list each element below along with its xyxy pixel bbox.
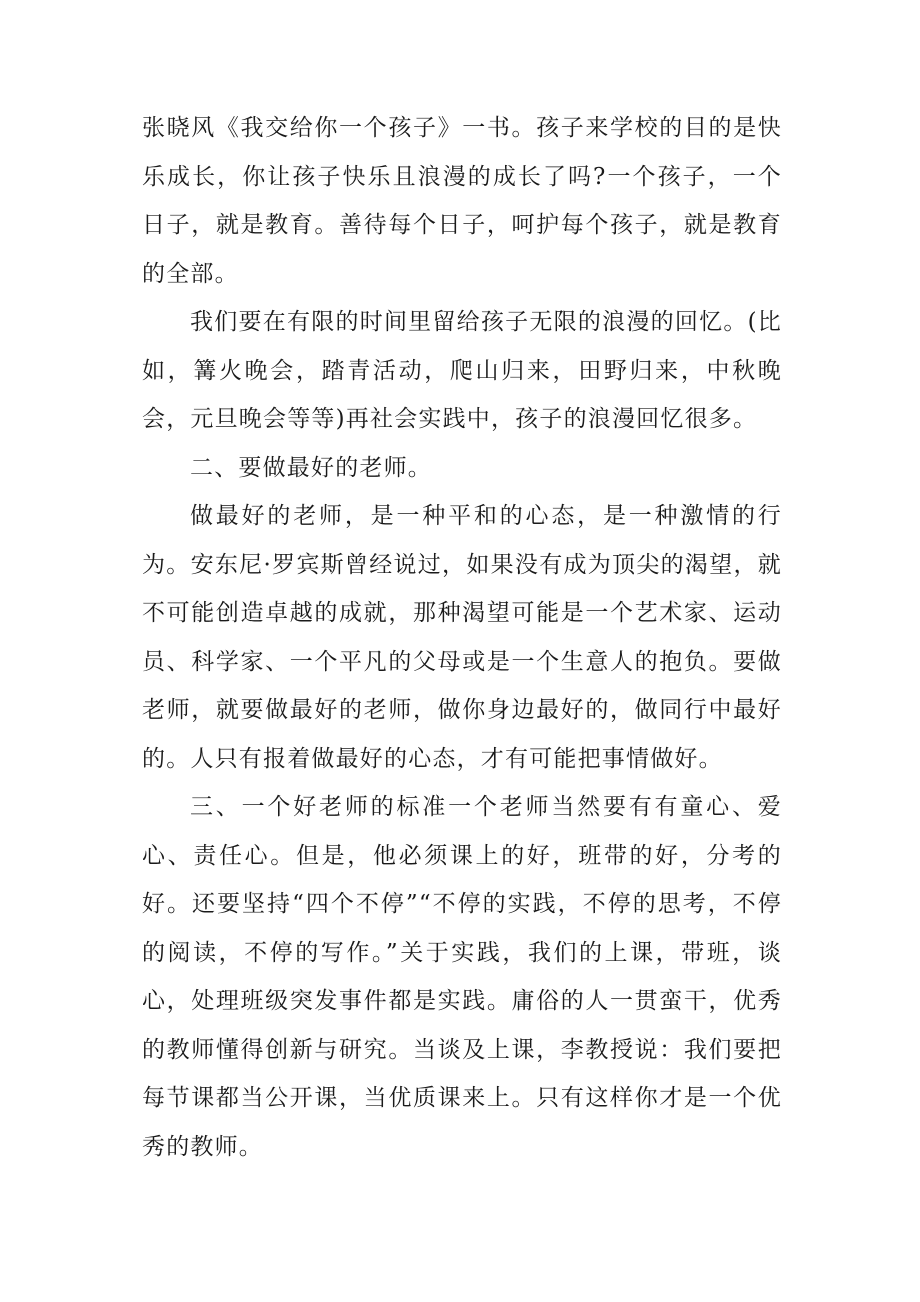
paragraph-2: 我们要在有限的时间里留给孩子无限的浪漫的回忆。(比如，篝火晚会，踏青活动，爬山归来，田野归来，中秋晚会，元旦晚会等等)再社会实践中，孩子的浪漫回忆很多。 <box>142 309 782 432</box>
document-body <box>142 104 782 1171</box>
paragraph-4: 三、一个好老师的标准一个老师当然要有有童心、爱心、责任心。但是，他必须课上的好，班带的好，分考的好。还要坚持“四个不停”“不停的实践，不停的思考，不停的阅读，不停的写作。”关于实践，我们的上课，带班，谈心，处理班级突发事件都是实践。庸俗的人一贯蛮干，优秀的教师懂得创新与研究。当谈及上课，李教授说：我们要把每节课都当公开课，当优质课来上。只有这样你才是一个优秀的教师。 <box>142 794 782 1160</box>
paragraph-3: 做最好的老师，是一种平和的心态，是一种激情的行为。安东尼·罗宾斯曾经说过，如果没有成为顶尖的渴望，就不可能创造卓越的成就，那种渴望可能是一个艺术家、运动员、科学家、一个平凡的父母或是一个生意人的抱负。要做老师，就要做最好的老师，做你身边最好的，做同行中最好的。人只有报着做最好的心态，才有可能把事情做好。 <box>142 503 782 772</box>
paragraph-1: 张晓风《我交给你一个孩子》一书。孩子来学校的目的是快乐成长，你让孩子快乐且浪漫的成长了吗?一个孩子，一个日子，就是教育。善待每个日子，呵护每个孩子，就是教育的全部。 <box>142 115 782 287</box>
section-heading-2: 二、要做最好的老师。 <box>190 454 432 481</box>
